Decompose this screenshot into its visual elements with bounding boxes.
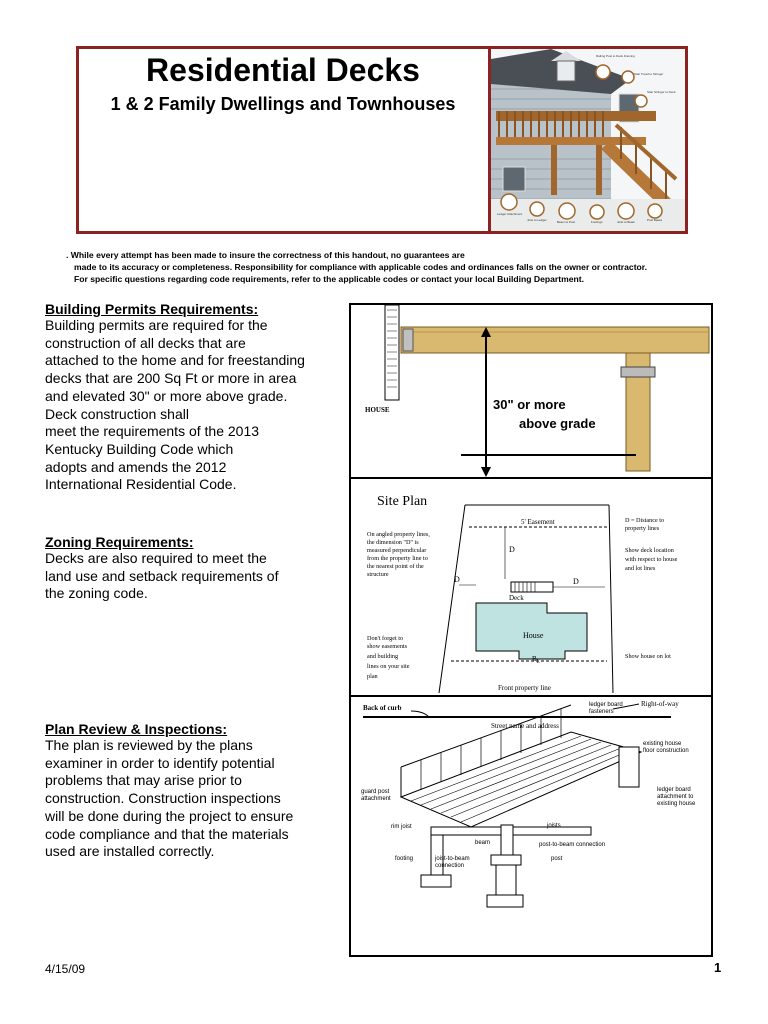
height-diagram — [351, 305, 711, 477]
svg-text:Stair Stringer to Deck: Stair Stringer to Deck — [647, 90, 676, 94]
svg-text:Beam to Post: Beam to Post — [557, 220, 576, 224]
svg-text:Railing Post to Deck Framing: Railing Post to Deck Framing — [596, 54, 635, 58]
permits-line: Deck construction shall — [45, 405, 189, 422]
review-heading: Plan Review & Inspections: — [45, 721, 228, 737]
permits-line: Building permits are required for the — [45, 317, 268, 333]
left-note-2: Don't forget to show easements and building lines on your site plan — [367, 635, 410, 680]
house-label-site: House — [523, 631, 544, 640]
permits-line: construction of all decks that are — [45, 334, 246, 351]
permits-heading: Building Permits Requirements: — [45, 301, 259, 317]
disclaimer — [66, 249, 726, 285]
zoning-line: the zoning code. — [45, 585, 148, 602]
permits-line: International Residential Code. — [45, 476, 237, 493]
zoning-body — [45, 550, 335, 603]
right-note-3: Show house on lot — [625, 653, 671, 660]
permits-line: meet the requirements of the 2013 — [45, 423, 260, 440]
street-label: Street name and address — [491, 722, 559, 730]
front-line-label: Front property line — [498, 684, 551, 692]
page-number: 1 — [714, 960, 722, 975]
permits-line: and elevated 30" or more above grade. — [45, 387, 288, 404]
zoning-section — [45, 534, 335, 603]
permits-line: Kentucky Building Code which — [45, 440, 234, 457]
zoning-line: land use and setback requirements of — [45, 567, 279, 584]
label-post-beam: post-to-beam connection — [539, 842, 606, 848]
page-title: Residential Decks — [146, 52, 420, 88]
measure-line-2: above grade — [519, 416, 596, 431]
disclaimer-line-3: For specific questions regarding code requirements, refer to the applicable codes or contact your local Building Department. — [74, 274, 585, 284]
permits-line: adopts and amends the 2012 — [45, 458, 227, 475]
label-existing-floor: existing house floor construction — [643, 741, 689, 754]
site-plan-title: Site Plan — [377, 494, 428, 509]
measure-line-1: 30" or more — [493, 397, 566, 412]
house-label: HOUSE — [365, 406, 390, 414]
zoning-heading: Zoning Requirements: — [45, 534, 194, 550]
review-body — [45, 737, 335, 861]
review-line: examiner in order to identify potential — [45, 754, 275, 771]
deck-label: Deck — [509, 594, 524, 602]
zoning-line: Decks are also required to meet the — [45, 550, 267, 566]
review-line: code compliance and that the materials — [45, 825, 289, 842]
review-section — [45, 721, 335, 861]
disclaimer-line-2: made to its accuracy or completeness. Responsibility for compliance with applicable codes and ordinances falls on the owner or contractor. — [74, 262, 648, 272]
review-line: construction. Construction inspections — [45, 790, 281, 807]
d-label-left: D — [454, 575, 460, 584]
label-ledger-fasteners: ledger board fasteners — [589, 702, 623, 715]
d-label-right: D — [573, 577, 579, 586]
svg-text:Stair Tread to Stringer: Stair Tread to Stringer — [634, 72, 664, 76]
disclaimer-line-1: . While every attempt has been made to insure the correctness of this handout, no guarantees are — [66, 250, 465, 260]
bl-label: $B_L$ — [532, 655, 540, 665]
right-note-1: D = Distance to property lines — [625, 517, 665, 532]
permits-line: attached to the home and for freestanding — [45, 352, 305, 369]
permits-line: decks that are 200 Sq Ft or more in area — [45, 370, 297, 387]
svg-text:Post Bases: Post Bases — [647, 218, 663, 222]
label-ledger-attach: ledger board attachment to existing house — [657, 787, 696, 807]
label-joists: joists — [547, 823, 561, 829]
footer-date: 4/15/09 — [45, 962, 86, 976]
page-subtitle: 1 & 2 Family Dwellings and Townhouses — [110, 94, 456, 114]
review-line: will be done during the project to ensure — [45, 807, 294, 824]
left-note-1: On angled property lines, the dimension "D" is measured perpendicular from the property line to the nearest point of the structure — [367, 531, 430, 578]
label-rim-joist: rim joist — [391, 824, 412, 830]
label-guard-post: guard post attachment — [361, 789, 391, 802]
site-plan-diagram — [351, 479, 711, 695]
review-line: problems that may arise prior to — [45, 772, 242, 789]
review-line: The plan is reviewed by the plans — [45, 737, 253, 753]
permits-section — [45, 301, 335, 494]
deck-illustration — [491, 49, 685, 231]
deck-construction-diagram — [351, 697, 711, 955]
svg-text:Joist to Beam: Joist to Beam — [617, 220, 636, 224]
label-footing: footing — [395, 856, 414, 862]
permits-body — [45, 317, 335, 494]
label-beam: beam — [475, 840, 491, 846]
d-label-top: D — [509, 545, 515, 554]
easement-label: 5' Easement — [521, 518, 555, 526]
svg-text:Footings: Footings — [591, 220, 603, 224]
svg-text:Ledger Attachment: Ledger Attachment — [497, 212, 523, 216]
label-post: post — [551, 856, 563, 862]
right-note-2: Show deck location with respect to house and lot lines — [625, 547, 678, 572]
svg-text:Joist to Ledger: Joist to Ledger — [527, 218, 547, 222]
back-curb-label: Back of curb — [363, 704, 402, 712]
row-label: Right-of-way — [641, 700, 679, 708]
review-line: used are installed correctly. — [45, 843, 215, 860]
label-joist-beam: joist-to-beam connection — [435, 856, 470, 869]
